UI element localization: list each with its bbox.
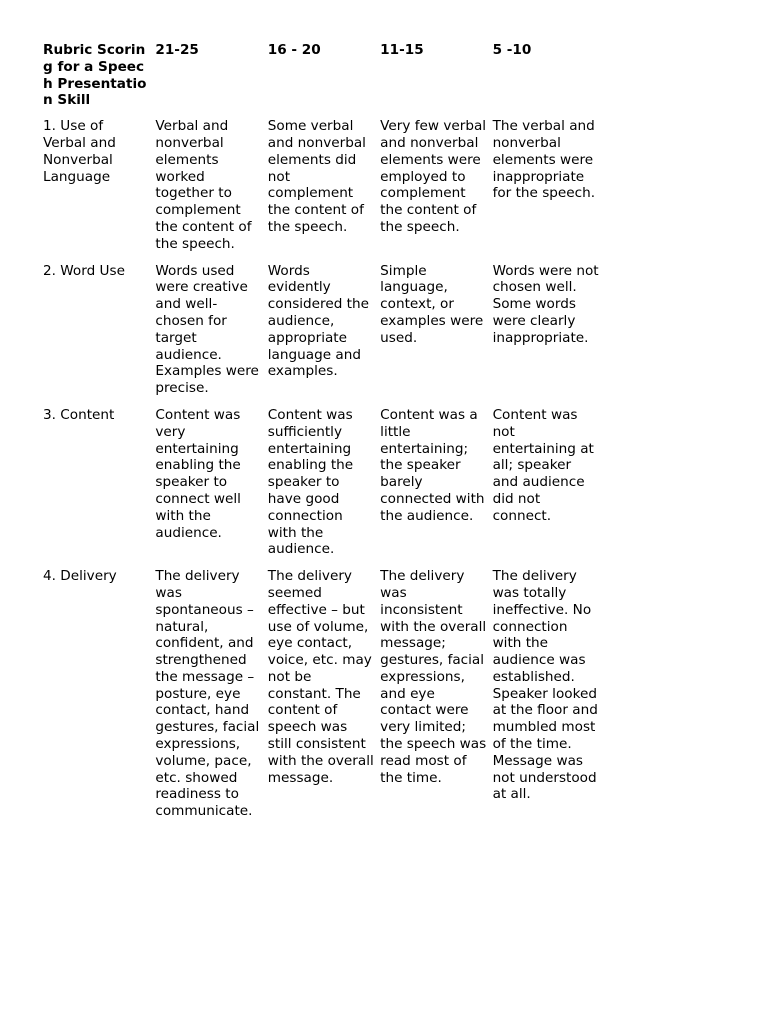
table-row	[43, 407, 605, 568]
descriptor-cell: Verbal and nonverbal elements worked together to complement the content of the speech.	[155, 118, 252, 252]
score-range-header-11-15: 11-15	[380, 42, 424, 58]
descriptor-cell: Content was very entertaining enabling the speaker to connect well with the audience.	[155, 406, 241, 541]
score-range-header-16-20: 16 - 20	[267, 42, 321, 58]
descriptor-cell: Some verbal and nonverbal elements did not complement the content of the speech.	[267, 118, 366, 235]
descriptor-cell: Content was not entertaining at all; speaker and audience did not connect.	[492, 406, 594, 524]
rubric-title-header: Rubric Scoring for a Speech Presentation Skill	[43, 42, 147, 109]
descriptor-cell: The delivery was spontaneous – natural, confident, and strengthened the message – posture, eye contact, hand gestures, facial expressions, volume, pace, etc. showed readiness to communicate.	[155, 568, 260, 820]
criterion-cell: 3. Content	[43, 406, 115, 423]
descriptor-cell: The delivery seemed effective – but use of volume, eye contact, voice, etc. may not be constant. The content of speech was still consistent with the overall message.	[267, 568, 374, 786]
score-range-header-21-25: 21-25	[155, 42, 199, 58]
criterion-cell: 4. Delivery	[43, 568, 117, 585]
table-row	[43, 118, 605, 262]
table-row	[43, 568, 605, 830]
descriptor-cell: Words evidently considered the audience, appropriate language and examples.	[267, 262, 369, 380]
criterion-cell: 1. Use of Verbal and Nonverbal Language	[43, 118, 116, 185]
rubric-table	[43, 42, 605, 830]
descriptor-cell: Words used were creative and well-chosen for target audience. Examples were precise.	[155, 262, 259, 397]
rubric-header-row	[43, 42, 605, 118]
descriptor-cell: The verbal and nonverbal elements were inappropriate for the speech.	[492, 118, 596, 202]
descriptor-cell: Simple language, context, or examples were used.	[380, 262, 484, 346]
descriptor-cell: Words were not chosen well. Some words were clearly inappropriate.	[492, 262, 599, 346]
table-row	[43, 263, 605, 407]
descriptor-cell: Content was a little entertaining; the speaker barely connected with the audience.	[380, 406, 485, 524]
descriptor-cell: Very few verbal and nonverbal elements were employed to complement the content of the speech.	[380, 118, 487, 235]
descriptor-cell: Content was sufficiently entertaining enabling the speaker to have good connection with the audience.	[267, 406, 354, 558]
descriptor-cell: The delivery was inconsistent with the overall message; gestures, facial expressions, and eye contact were very limited; the speech was read most of the time.	[380, 568, 487, 786]
descriptor-cell: The delivery was totally ineffective. No connection with the audience was established. Speaker looked at the floor and mumbled most of the time. Message was not understood at all.	[492, 568, 598, 803]
criterion-cell: 2. Word Use	[43, 262, 125, 279]
score-range-header-5-10: 5 -10	[492, 42, 532, 58]
document-page	[43, 42, 603, 830]
